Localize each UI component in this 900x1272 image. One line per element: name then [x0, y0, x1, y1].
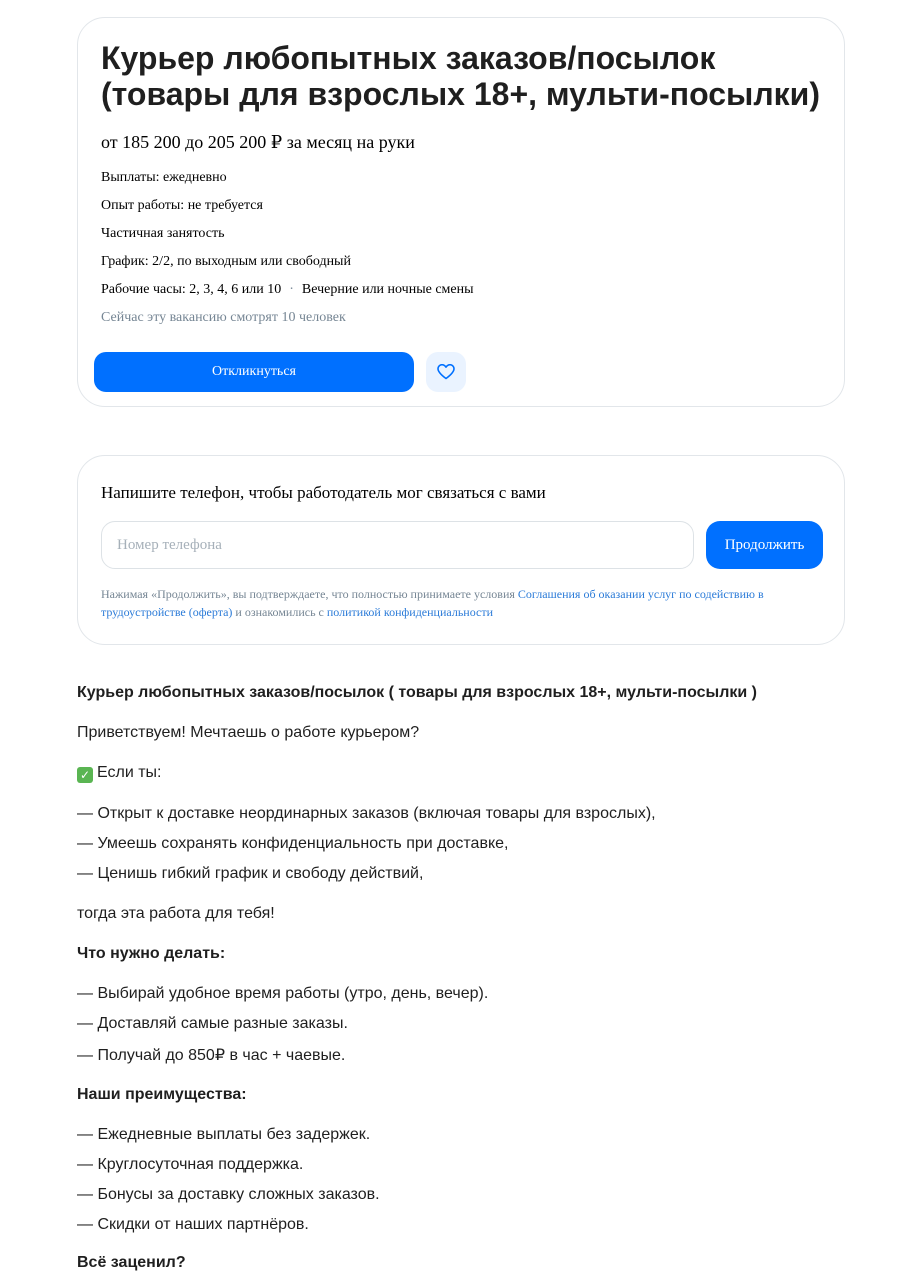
description-heading: Курьер любопытных заказов/посылок ( товары для взрослых 18+, мульти-посылки )	[77, 684, 757, 701]
list-item: — Круглосуточная поддержка.	[77, 1156, 304, 1173]
offer-agreement-link[interactable]: Соглашения об оказании услуг по содействию в трудоустройстве (оферта)	[101, 587, 764, 619]
shifts: Вечерние или ночные смены	[301, 282, 474, 297]
legal-notice	[101, 585, 791, 621]
list-item: — Открыт к доставке неординарных заказов (включая товары для взрослых),	[77, 805, 656, 822]
checkmark-icon: ✓	[77, 767, 93, 783]
benefits-heading: Наши преимущества:	[77, 1086, 247, 1103]
salary: от 185 200 до 205 200 ₽ за месяц на руки	[101, 132, 415, 152]
continue-button[interactable]: Продолжить	[706, 521, 823, 569]
list-item: — Доставляй самые разные заказы.	[77, 1015, 348, 1032]
heart-icon	[437, 364, 455, 380]
phone-input[interactable]	[101, 521, 694, 569]
experience: Опыт работы: не требуется	[101, 198, 263, 213]
vacancy-title: Курьер любопытных заказов/посылок (товары для взрослых 18+, мульти-посылки)	[101, 40, 820, 112]
if-you-line	[77, 764, 161, 783]
if-you-text: Если ты:	[97, 764, 162, 781]
legal-middle: и ознакомились с	[235, 605, 324, 619]
list-item: — Получай до 850₽ в час + чаевые.	[77, 1047, 346, 1064]
list-item: — Умеешь сохранять конфиденциальность при доставке,	[77, 835, 509, 852]
list-item: — Выбирай удобное время работы (утро, день, вечер).	[77, 985, 489, 1002]
employment-type: Частичная занятость	[101, 226, 225, 241]
phone-card	[77, 455, 845, 645]
privacy-policy-link[interactable]: политикой конфиденциальности	[326, 605, 493, 619]
phone-card-title: Напишите телефон, чтобы работодатель мог связаться с вами	[101, 483, 546, 502]
legal-prefix: Нажимая «Продолжить», вы подтверждаете, что полностью принимаете условия	[101, 587, 515, 601]
working-hours: Рабочие часы: 2, 3, 4, 6 или 10	[101, 282, 282, 297]
cut-heading: Всё заценил?	[77, 1254, 186, 1271]
list-item: — Ежедневные выплаты без задержек.	[77, 1126, 371, 1143]
vacancy-card	[77, 17, 845, 407]
then-line: тогда эта работа для тебя!	[77, 905, 275, 922]
viewers-count: Сейчас эту вакансию смотрят 10 человек	[101, 310, 346, 325]
schedule: График: 2/2, по выходным или свободный	[101, 254, 351, 269]
favorite-button[interactable]	[426, 352, 466, 392]
working-hours-row	[101, 282, 474, 298]
list-item: — Бонусы за доставку сложных заказов.	[77, 1186, 380, 1203]
list-item: — Скидки от наших партнёров.	[77, 1216, 309, 1233]
apply-button[interactable]: Откликнуться	[94, 352, 414, 392]
todo-heading: Что нужно делать:	[77, 945, 226, 962]
list-item: — Ценишь гибкий график и свободу действий,	[77, 865, 424, 882]
greeting: Приветствуем! Мечтаешь о работе курьером?	[77, 724, 420, 741]
payouts: Выплаты: ежедневно	[101, 170, 227, 185]
separator-dot: ·	[289, 282, 294, 297]
